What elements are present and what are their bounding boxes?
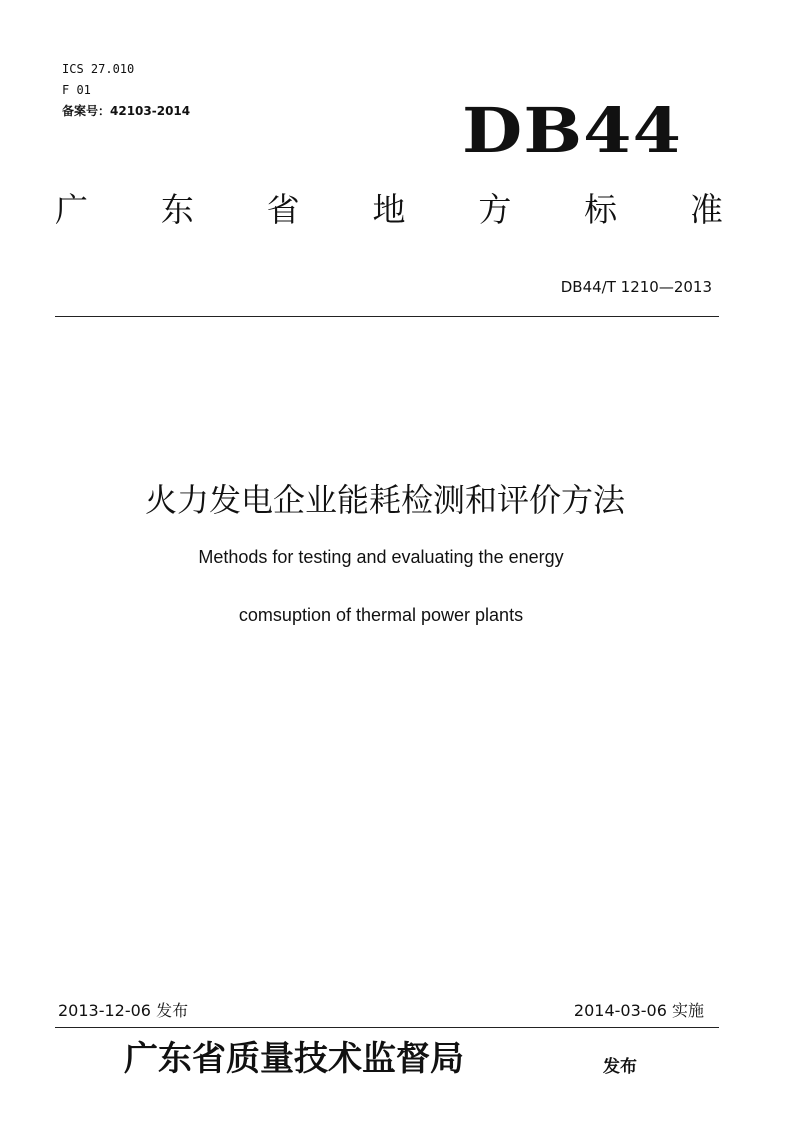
ics-code: ICS 27.010: [62, 62, 135, 76]
title-chinese: 火力发电企业能耗检测和评价方法: [144, 481, 625, 519]
ccs-code: F 01: [62, 83, 91, 97]
title-english-line2: comsuption of thermal power plants: [238, 605, 524, 625]
standard-type-char: 方: [478, 190, 512, 229]
bottom-divider: [55, 1027, 719, 1028]
db44-logo: DB44: [462, 94, 683, 167]
top-divider: [55, 316, 719, 317]
standard-number: DB44/T 1210—2013: [560, 278, 712, 296]
standard-type-heading: [55, 188, 723, 232]
standard-type-char: 地: [372, 190, 406, 229]
issuing-authority: 广东省质量技术监督局: [124, 1039, 464, 1079]
standard-type-char: 省: [266, 190, 300, 229]
standard-type-char: 准: [689, 190, 723, 229]
standard-type-char: 广: [55, 190, 88, 229]
issue-label: 发布: [603, 1057, 637, 1077]
standard-type-char: 标: [584, 190, 618, 229]
implement-date: 2014-03-06 实施: [573, 1001, 704, 1020]
publish-date: 2013-12-06 发布: [58, 1001, 189, 1020]
title-english-line1: Methods for testing and evaluating the energy: [198, 547, 564, 567]
standard-type-char: 东: [160, 190, 194, 229]
filing-number: 备案号：42103-2014: [62, 104, 191, 118]
